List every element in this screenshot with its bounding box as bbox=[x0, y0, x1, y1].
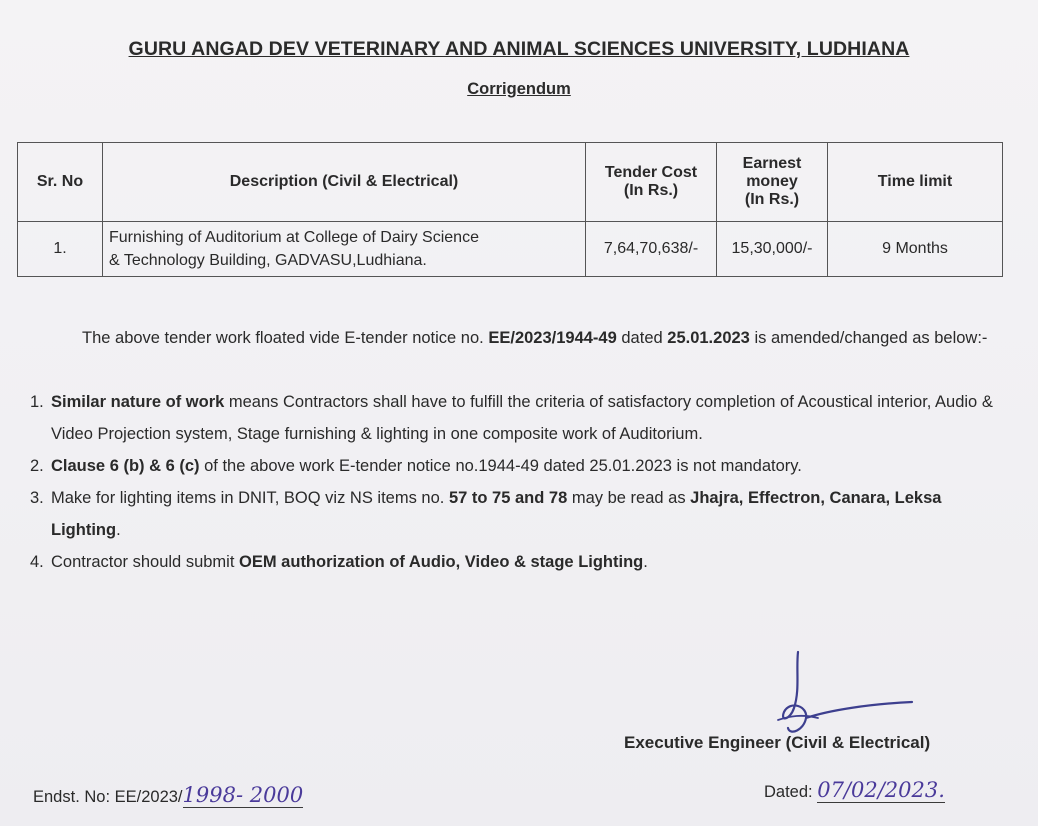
list-item: 3. Make for lighting items in DNIT, BOQ viz NS items no. 57 to 75 and 78 may be read as Jhajra, Effectron, Canara, Leksa Lighting. bbox=[30, 489, 942, 539]
intro-paragraph: The above tender work floated vide E-tender notice no. EE/2023/1944-49 dated 25.01.2023 is amended/changed as below:- bbox=[82, 329, 988, 347]
cell-time-limit: 9 Months bbox=[828, 222, 1003, 277]
header-time-limit: Time limit bbox=[828, 143, 1003, 222]
signatory-designation: Executive Engineer (Civil & Electrical) bbox=[624, 733, 931, 752]
cell-earnest-money: 15,30,000/- bbox=[717, 222, 828, 277]
tender-table bbox=[17, 142, 1003, 277]
list-item: 4. Contractor should submit OEM authorization of Audio, Video & stage Lighting. bbox=[30, 553, 648, 571]
handwritten-date: 07/02/2023. bbox=[817, 778, 945, 802]
amendment-list bbox=[30, 386, 1005, 578]
header-description: Description (Civil & Electrical) bbox=[103, 143, 586, 222]
header-earnest-money: Earnest money (In Rs.) bbox=[717, 143, 828, 222]
list-item: 1. Similar nature of work means Contractors shall have to fulfill the criteria of satisfactory completion of Acoustical interior, Audio & Video Projection system, Stage furnishing & lighting in one composite work of Auditorium. bbox=[30, 393, 993, 443]
cell-description: Furnishing of Auditorium at College of Dairy Science & Technology Building, GADVASU,Ludhiana. bbox=[103, 222, 586, 277]
cell-tender-cost: 7,64,70,638/- bbox=[586, 222, 717, 277]
table-header-row bbox=[18, 143, 1003, 222]
list-item: 2. Clause 6 (b) & 6 (c) of the above work E-tender notice no.1944-49 dated 25.01.2023 is not mandatory. bbox=[30, 457, 802, 475]
header-tender-cost: Tender Cost (In Rs.) bbox=[586, 143, 717, 222]
header-sr-no: Sr. No bbox=[18, 143, 103, 222]
dated-field: Dated: 07/02/2023. bbox=[764, 778, 945, 802]
endorsement-number: Endst. No: EE/2023/1998- 2000 bbox=[33, 783, 304, 807]
cell-sr-no: 1. bbox=[18, 222, 103, 277]
table-row bbox=[18, 222, 1003, 277]
university-title: GURU ANGAD DEV VETERINARY AND ANIMAL SCIENCES UNIVERSITY, LUDHIANA bbox=[128, 38, 910, 60]
handwritten-endst-number: 1998- 2000 bbox=[182, 783, 304, 807]
corrigendum-heading: Corrigendum bbox=[467, 80, 571, 98]
